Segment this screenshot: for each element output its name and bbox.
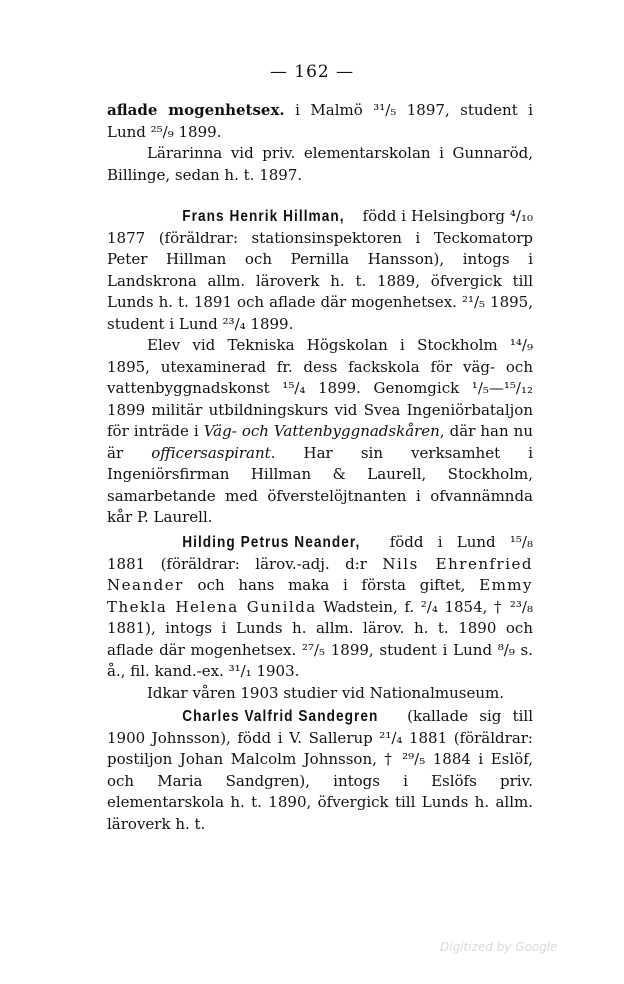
bold-text: aflade mogenhetsex. [107,101,285,119]
entry-paragraph: Idkar våren 1903 studier vid Nationalmuseum. [147,683,505,702]
paragraph-text: Elev vid Tekniska Högskolan i Stockholm ¹⁴/₉ 1895, utexaminerad fr. dess fackskola för väg- och vattenbyggnadskonst ¹⁵/₄ 1899. Genomgick ¹/₅—¹⁵/₁₂ 1899 militär utbildningskurs vid Svea Ingeniörbataljon för inträde i [107,336,533,440]
entry-paragraph: Lärarinna vid priv. elementarskolan i Gunnaröd, Billinge, sedan h. t. 1897. [107,144,533,184]
italic-text: Väg- och Vattenbyggnadskåren [203,422,440,440]
person-name: Charles Valfrid Sandegren [182,708,379,725]
entry-paragraph [107,706,533,835]
paragraph-text: Wadstein, f. ²/₄ 1854, † ²³/₈ 1881), intogs i Lunds h. allm. lärov. h. t. 1890 och aflade där mogenhetsex. ²⁷/₅ 1899, student i Lund ⁸/₉ s. å., fil. kand.-ex. ³¹/₁ 1903. [107,597,533,680]
paragraph-text: född i Lund ¹⁵/₈ 1881 (föräldrar: lärov.-adj. d:r [107,533,533,573]
italic-text: officersaspirant [151,443,271,462]
person-name: Hilding Petrus Neander, [182,534,361,551]
entry-paragraph [107,532,533,683]
entry-hillman [107,206,533,529]
entry-neander [107,532,533,704]
page-number: — 162 — [269,62,355,82]
entry-paragraph [107,100,533,143]
paragraph-text: och hans maka i första giftet, [183,576,480,594]
paragraph-text: , där han nu är [107,422,534,462]
person-name: Frans Henrik Hillman, [182,208,345,225]
paragraph-text: (kallade sig till 1900 Johnsson), född i V. Sallerup ²¹/₄ 1881 (föräldrar: postiljon Johan Malcolm Johnsson, † ²⁹/₅ 1884 i Eslöf, och Maria Sandgren), intogs i Eslöfs priv. elementarskola h. t. 1890, öfvergick till Lunds h. allm. läroverk h. t. [107,707,533,833]
paragraph-text: född i Helsingborg ⁴/₁₀ 1877 (föräldrar: stationsinspektoren i Teckomatorp Peter Hillman och Pernilla Hansson), intogs i Landskrona allm. läroverk h. t. 1889, öfvergick till Lunds h. t. 1891 och aflade där mogenhetsex. ²¹/₅ 1895, student i Lund ²³/₄ 1899. [107,207,533,333]
paragraph-text: i Malmö ³¹/₅ 1897, student i Lund ²⁵/₉ 1899. [107,101,533,141]
watermark: Digitized by Google [440,940,558,954]
entry-paragraph [107,335,533,529]
spaced-name: Emmy Thekla Helena Gunilda [107,576,533,616]
entry-sandegren [107,706,533,835]
entry-paragraph [107,206,533,335]
spaced-name: Nils Ehrenfried Neander [107,554,533,594]
paragraph-text: . Har sin verksamhet i Ingeniörsfirman Hillman & Laurell, Stockholm, samarbetande med öfverstelöjtnanten i ofvannämnda kår P. Laurell. [107,443,534,526]
entry-continuation [107,100,533,186]
